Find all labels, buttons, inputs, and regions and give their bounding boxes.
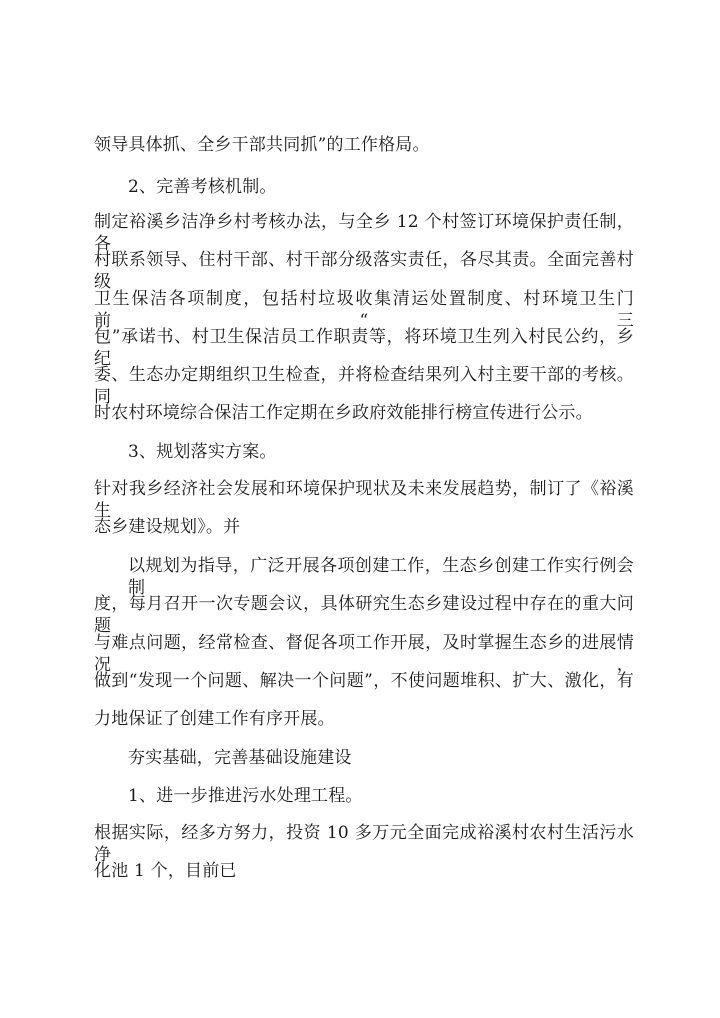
paragraph-line: 领导具体抓、全乡干部共同抓”的工作格局。 <box>94 135 430 155</box>
section-heading: 2、完善考核机制。 <box>128 177 277 197</box>
paragraph-line: 做到“发现一个问题、解决一个问题”，不使问题堆积、扩大、激化，有 <box>94 671 634 691</box>
paragraph-line: 包”承诺书、村卫生保洁员工作职责等，将环境卫生列入村民公约，乡纪 <box>94 327 634 369</box>
paragraph-line: 村联系领导、住村干部、村干部分级落实责任，各尽其责。全面完善村级 <box>94 250 634 292</box>
paragraph-line: 力地保证了创建工作有序开展。 <box>94 709 335 729</box>
paragraph-line: 态乡建设规划》。并 <box>94 517 241 537</box>
paragraph-line: 卫生保洁各项制度，包括村垃圾收集清运处置制度、村环境卫生门前“三 <box>94 289 634 331</box>
paragraph-line: 度，每月召开一次专题会议，具体研究生态乡建设过程中存在的重大问题 <box>94 594 634 636</box>
paragraph-line: 委、生态办定期组织卫生检查，并将检查结果列入村主要干部的考核。同 <box>94 365 634 407</box>
paragraph-line: 根据实际，经多方努力，投资 10 多万元全面完成裕溪村农村生活污水净 <box>94 823 634 865</box>
paragraph-line: 化池 1 个，目前已 <box>94 861 237 881</box>
paragraph-line: 与难点问题，经常检查、督促各项工作开展，及时掌握生态乡的进展情况， <box>94 633 634 675</box>
paragraph-line: 针对我乡经济社会发展和环境保护现状及未来发展趋势，制订了《裕溪生 <box>94 479 634 521</box>
section-heading: 1、进一步推进污水处理工程。 <box>128 786 363 806</box>
paragraph-line: 以规划为指导，广泛开展各项创建工作，生态乡创建工作实行例会制 <box>128 556 634 598</box>
section-heading: 3、规划落实方案。 <box>128 442 277 462</box>
section-heading: 夯实基础，完善基础设施建设 <box>128 748 352 768</box>
paragraph-line: 制定裕溪乡洁净乡村考核办法，与全乡 12 个村签订环境保护责任制，各 <box>94 212 634 254</box>
paragraph-line: 时农村环境综合保洁工作定期在乡政府效能排行榜宣传进行公示。 <box>94 403 593 423</box>
